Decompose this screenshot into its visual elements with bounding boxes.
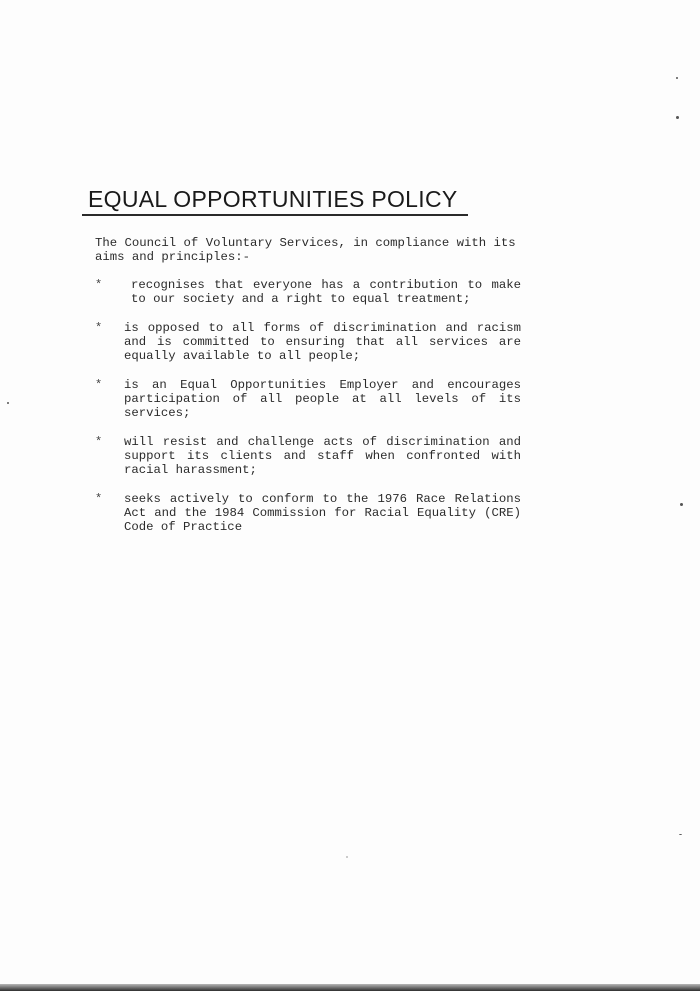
asterisk-bullet: * [95,321,103,335]
page-title: EQUAL OPPORTUNITIES POLICY [88,186,458,212]
scan-speck [680,503,683,506]
scan-speck [679,834,682,835]
scan-bottom-edge [0,984,700,991]
asterisk-bullet: * [95,378,103,392]
policy-item-text: recognises that everyone has a contribution to make to our society and a right to equal treatment; [131,278,521,306]
scan-speck [676,116,679,119]
policy-item [95,435,521,477]
asterisk-bullet: * [95,492,103,506]
policy-list [95,278,521,534]
asterisk-bullet: * [95,278,103,292]
policy-item [95,278,521,306]
policy-item-text: will resist and challenge acts of discrimination and support its clients and staff when confronted with racial harassment; [124,435,521,477]
title-underline [82,214,468,216]
asterisk-bullet: * [95,435,103,449]
policy-item-text: seeks actively to conform to the 1976 Race Relations Act and the 1984 Commission for Racial Equality (CRE) Code of Practice [124,492,521,534]
scan-speck [7,402,9,404]
policy-item [95,321,521,363]
policy-item-text: is opposed to all forms of discrimination and racism and is committed to ensuring that all services are equally available to all people; [124,321,521,363]
policy-item [95,492,521,534]
policy-item-text: is an Equal Opportunities Employer and encourages participation of all people at all levels of its services; [124,378,521,420]
scan-speck [676,77,678,79]
intro-paragraph: The Council of Voluntary Services, in compliance with its aims and principles:- [95,236,516,264]
policy-item [95,378,521,420]
scan-speck [346,856,348,858]
